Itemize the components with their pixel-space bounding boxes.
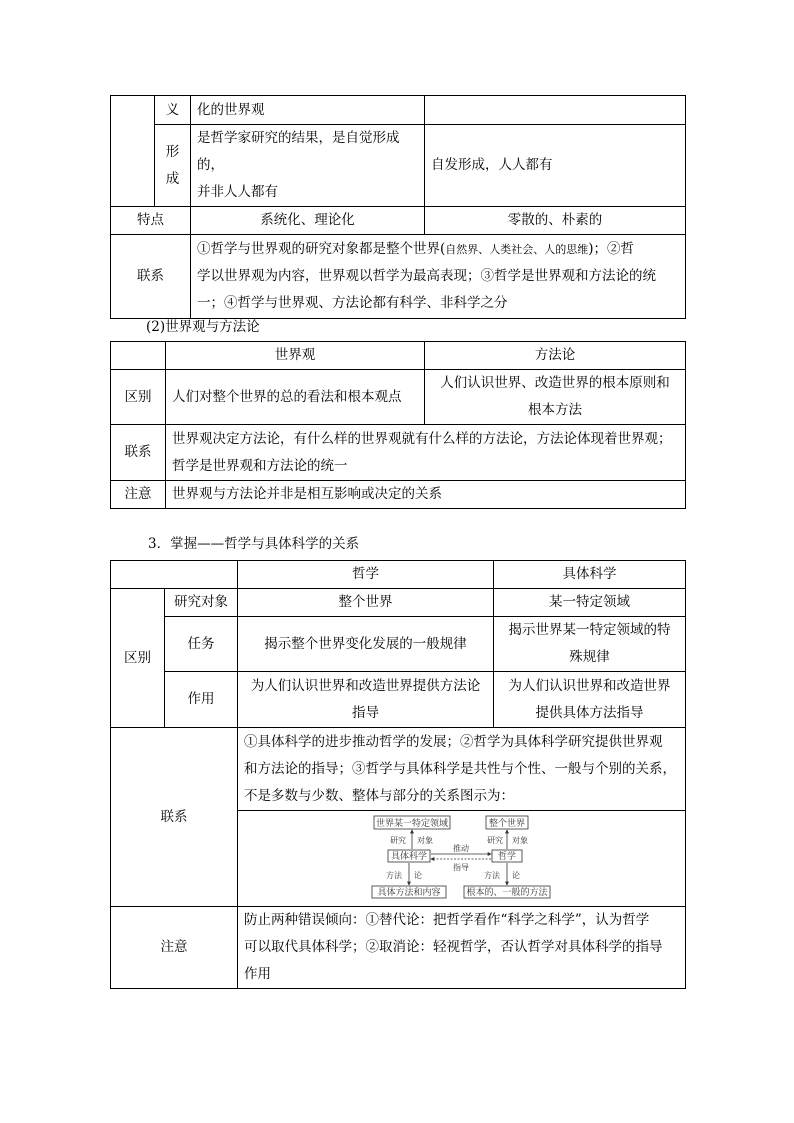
box-mid-left-label: 具体科学	[390, 851, 428, 862]
row-label-task: 任务	[165, 617, 238, 672]
row-label-note: 注意	[111, 907, 238, 989]
row-label-object: 研究对象	[165, 589, 238, 617]
object-science: 某一特定领域	[494, 589, 686, 617]
role-science: 为人们认识世界和改造世界 提供具体方法指导	[494, 672, 686, 728]
label-research-right: 研究	[487, 835, 503, 845]
meaning-philosophy: 化的世界观	[191, 96, 425, 125]
label-object-right: 对象	[512, 835, 528, 845]
box-bottom-left-label: 具体方法和内容	[377, 887, 441, 898]
header-worldview: 世界观	[166, 342, 425, 370]
label-theory-right: 论	[512, 870, 520, 880]
empty-cell	[111, 561, 238, 589]
formation-philosophy: 是哲学家研究的结果，是自觉形成的， 并非人人都有	[191, 125, 425, 207]
table-philosophy-science	[110, 560, 686, 989]
row-label-formation: 形 成	[155, 125, 191, 207]
relation-text: ①哲学与世界观的研究对象都是整个世界(自然界、人类社会、人的思维)；②哲 学以世界观为内容，世界观以哲学为最高表现；③哲学是世界观和方法论的统 一；④哲学与世界观、方法论都有科学、非科学之分	[191, 235, 686, 319]
empty-cell	[111, 96, 155, 207]
relation-text: 世界观决定方法论，有什么样的世界观就有什么样的方法论，方法论体现着世界观； 哲学是世界观和方法论的统一	[166, 425, 686, 481]
label-object-left: 对象	[417, 835, 433, 845]
note-text: 防止两种错误倾向：①替代论：把哲学看作“科学之科学”，认为哲学 可以取代具体科学；②取消论：轻视哲学，否认哲学对具体科学的指导 作用	[238, 907, 686, 989]
header-science: 具体科学	[494, 561, 686, 589]
label-method-right: 方法	[484, 870, 500, 880]
relation-diagram-cell	[238, 811, 686, 907]
table-worldview-methodology	[110, 341, 686, 509]
table-philosophy-vs-worldview	[110, 95, 686, 319]
difference-worldview: 人们对整个世界的总的看法和根本观点	[166, 370, 425, 425]
note-text: 世界观与方法论并非是相互影响或决定的关系	[166, 481, 686, 509]
header-philosophy: 哲学	[238, 561, 494, 589]
task-science: 揭示世界某一特定领域的特 殊规律	[494, 617, 686, 672]
section-title-worldview-methodology: (2)世界观与方法论	[146, 319, 260, 335]
empty-cell	[111, 342, 166, 370]
box-top-left-label: 世界某一特定领域	[375, 818, 449, 829]
feature-philosophy: 系统化、理论化	[191, 207, 425, 235]
row-label-relation: 联系	[111, 425, 166, 481]
row-label-difference: 区别	[111, 370, 166, 425]
difference-methodology: 人们认识世界、改造世界的根本原则和 根本方法	[425, 370, 686, 425]
row-label-feature: 特点	[111, 207, 191, 235]
meaning-worldview	[425, 96, 686, 125]
relation-diagram	[238, 812, 684, 906]
box-top-right-label: 整个世界	[488, 818, 526, 829]
label-theory-left: 论	[414, 870, 422, 880]
row-label-difference: 区别	[111, 589, 165, 728]
row-label-role: 作用	[165, 672, 238, 728]
label-method-left: 方法	[386, 870, 402, 880]
task-philosophy: 揭示整个世界变化发展的一般规律	[238, 617, 494, 672]
section-title-philosophy-science: 3．掌握——哲学与具体科学的关系	[148, 536, 360, 552]
label-guide: 指导	[453, 862, 469, 872]
box-bottom-right-label: 根本的、一般的方法	[466, 887, 548, 898]
relation-text: ①具体科学的进步推动哲学的发展；②哲学为具体科学研究提供世界观 和方法论的指导；③哲学与具体科学是共性与个性、一般与个别的关系， 不是多数与少数、整体与部分的关系图示为：	[238, 728, 686, 811]
feature-worldview: 零散的、朴素的	[425, 207, 686, 235]
formation-worldview: 自发形成，人人都有	[425, 125, 686, 207]
label-research-left: 研究	[390, 835, 406, 845]
label-push: 推动	[453, 843, 469, 853]
object-philosophy: 整个世界	[238, 589, 494, 617]
box-mid-right-label: 哲学	[497, 851, 517, 862]
row-label-meaning: 义	[155, 96, 191, 125]
row-label-relation: 联系	[111, 235, 191, 319]
row-label-relation: 联系	[111, 728, 238, 907]
role-philosophy: 为人们认识世界和改造世界提供方法论 指导	[238, 672, 494, 728]
row-label-note: 注意	[111, 481, 166, 509]
header-methodology: 方法论	[425, 342, 686, 370]
